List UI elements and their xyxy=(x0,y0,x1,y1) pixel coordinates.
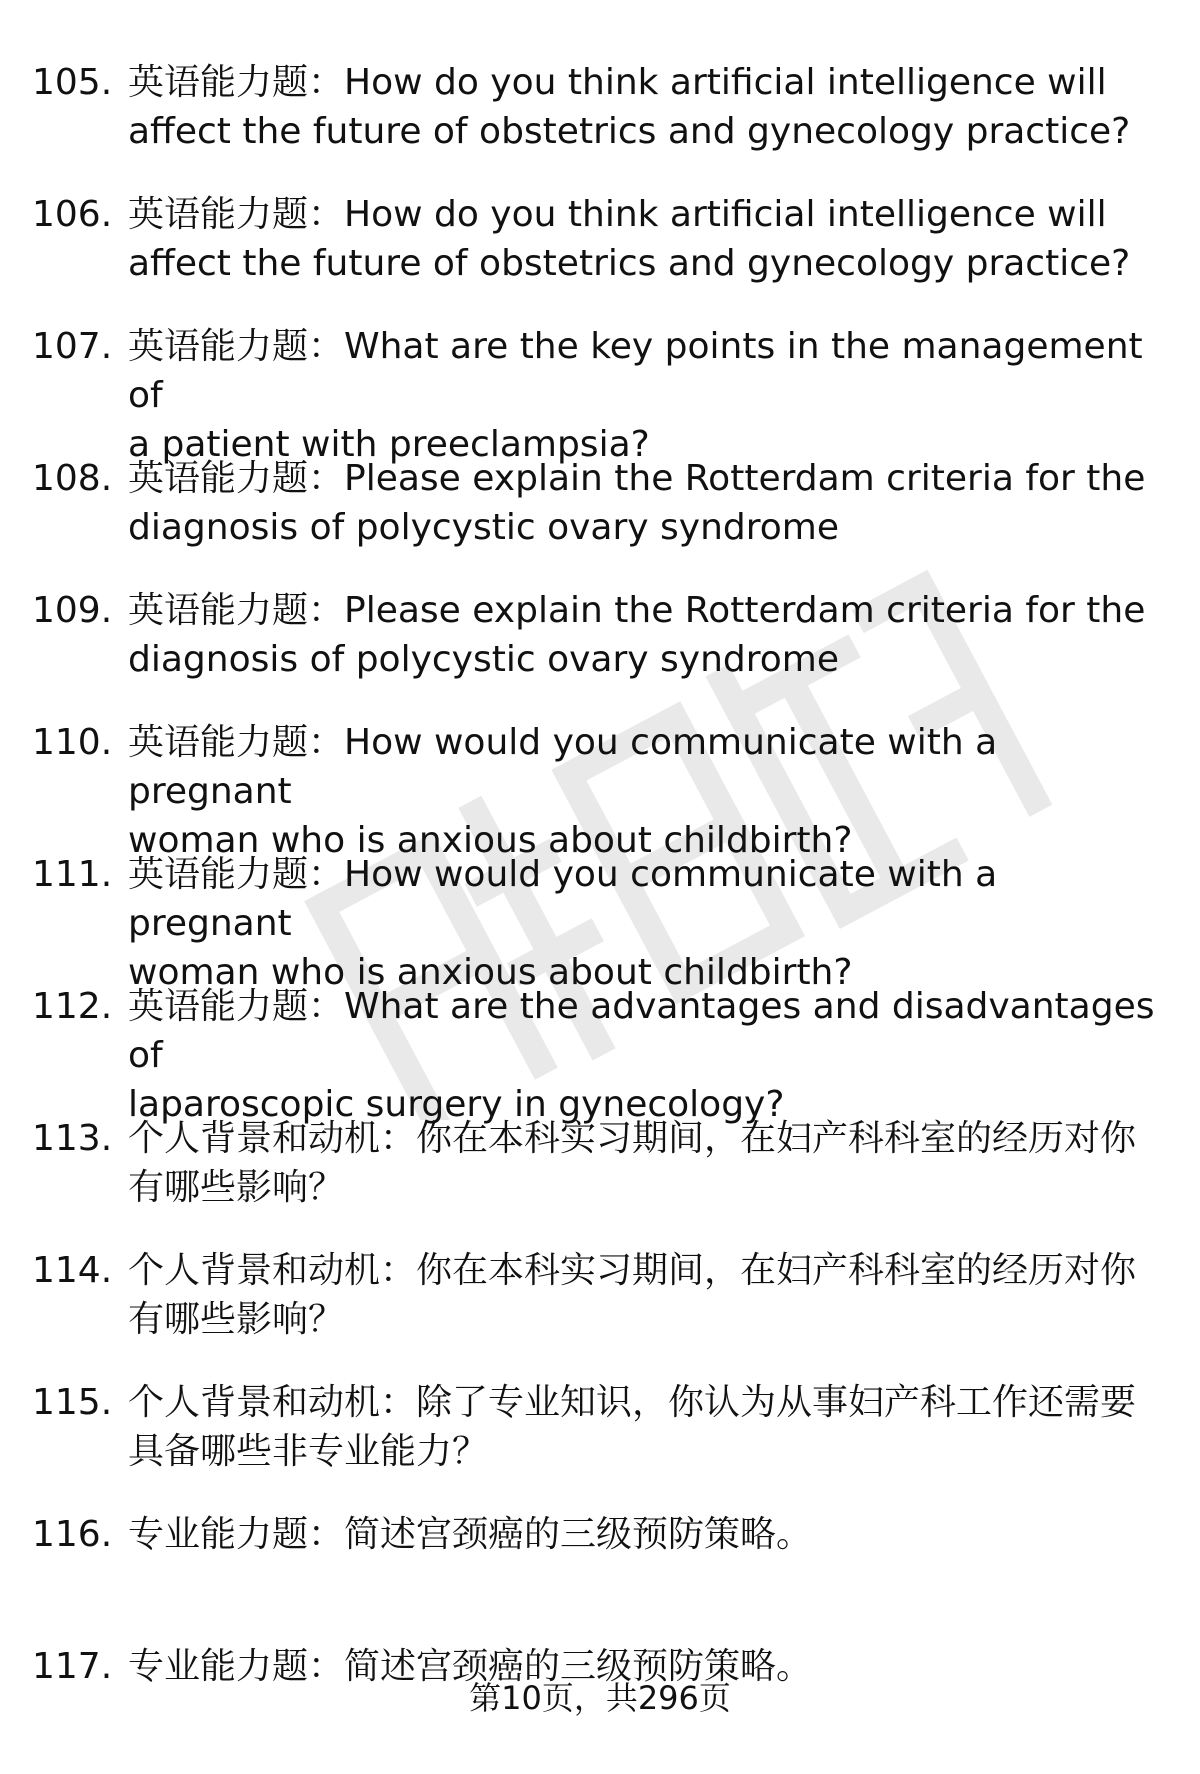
question-text: 英语能力题：How would you communicate with a pregnant woman who is anxious about childbirth? xyxy=(128,722,998,861)
question-item xyxy=(0,190,1200,322)
question-number: 109. xyxy=(32,590,113,631)
question-text: 英语能力题：What are the advantages and disadvantages of laparoscopic surgery in gynecology? xyxy=(128,986,1155,1125)
question-number: 112. xyxy=(32,986,113,1027)
question-text: 英语能力题：Please explain the Rotterdam criteria for the diagnosis of polycystic ovary syndrome xyxy=(128,590,1146,680)
question-text: 英语能力题：How would you communicate with a pregnant woman who is anxious about childbirth? xyxy=(128,854,998,993)
question-number: 117. xyxy=(32,1646,113,1687)
question-item xyxy=(0,58,1200,190)
question-text: 个人背景和动机：你在本科实习期间，在妇产科科室的经历对你 有哪些影响？ xyxy=(128,1250,1137,1340)
question-number: 115. xyxy=(32,1382,113,1423)
question-item xyxy=(0,1378,1200,1510)
question-number: 110. xyxy=(32,722,113,763)
question-item xyxy=(0,1114,1200,1246)
question-item xyxy=(0,454,1200,586)
question-item xyxy=(0,586,1200,718)
question-item xyxy=(0,982,1200,1125)
question-list xyxy=(0,58,1200,1774)
question-number: 107. xyxy=(32,326,113,367)
question-number: 111. xyxy=(32,854,113,895)
question-item xyxy=(0,850,1200,993)
question-text: 英语能力题：How do you think artificial intelligence will affect the future of obstetrics and gynecology practice? xyxy=(128,194,1131,284)
question-item xyxy=(0,1246,1200,1378)
question-text: 英语能力题：How do you think artificial intelligence will affect the future of obstetrics and gynecology practice? xyxy=(128,62,1131,152)
page-footer xyxy=(0,1678,1200,1718)
question-number: 116. xyxy=(32,1514,113,1555)
question-text: 专业能力题：简述宫颈癌的三级预防策略。 xyxy=(128,1514,813,1555)
question-number: 106. xyxy=(32,194,113,235)
question-number: 105. xyxy=(32,62,113,103)
question-number: 108. xyxy=(32,458,113,499)
question-number: 114. xyxy=(32,1250,113,1291)
question-item xyxy=(0,718,1200,861)
question-item xyxy=(0,322,1200,465)
question-text: 英语能力题：What are the key points in the management of a patient with preeclampsia? xyxy=(128,326,1143,465)
page-number-label: 第10页，共296页 xyxy=(469,1679,731,1717)
question-number: 113. xyxy=(32,1118,113,1159)
question-text: 英语能力题：Please explain the Rotterdam criteria for the diagnosis of polycystic ovary syndrome xyxy=(128,458,1146,548)
question-item xyxy=(0,1510,1200,1642)
question-text: 个人背景和动机：除了专业知识，你认为从事妇产科工作还需要 具备哪些非专业能力？ xyxy=(128,1382,1137,1472)
question-text: 个人背景和动机：你在本科实习期间，在妇产科科室的经历对你 有哪些影响？ xyxy=(128,1118,1137,1208)
question-text: 专业能力题：简述宫颈癌的三级预防策略。 xyxy=(128,1646,813,1687)
